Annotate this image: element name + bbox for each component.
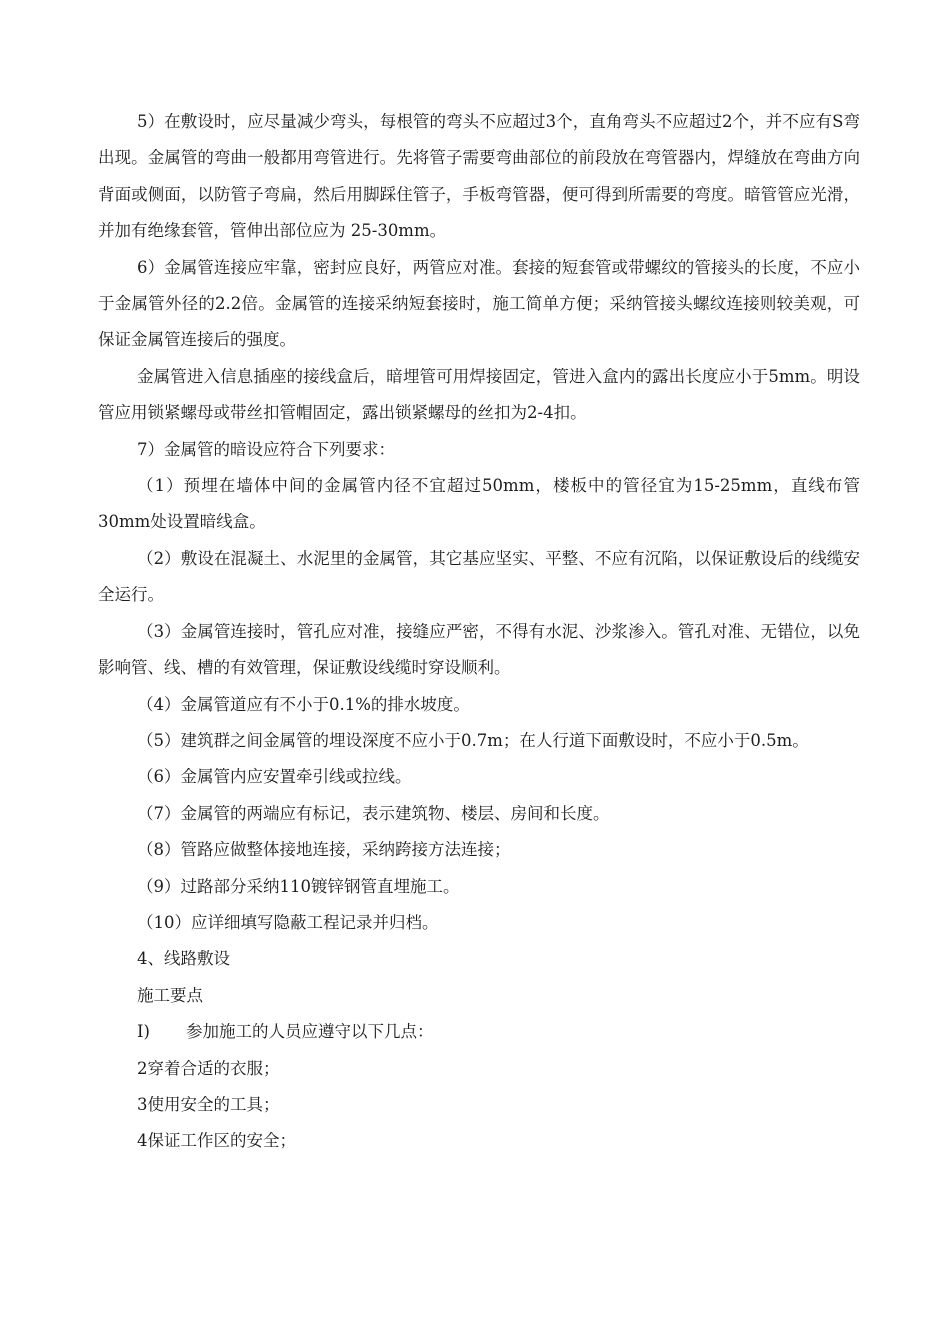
list-item-3: 3使用安全的工具； [137, 1094, 280, 1114]
requirement-3: （3）金属管连接时，管孔应对准，接缝应严密，不得有水泥、沙浆渗入。管孔对准、无错位，以免影响管、线、槽的有效管理，保证敷设线缆时穿设顺利。 [98, 621, 860, 678]
requirement-2: （2）敷设在混凝土、水泥里的金属管，其它基应坚实、平整、不应有沉陷，以保证敷设后的线缆安全运行。 [98, 548, 860, 605]
requirement-10: （10）应详细填写隐蔽工程记录并归档。 [137, 912, 439, 932]
paragraph-5-bending: 5）在敷设时，应尽量减少弯头，每根管的弯头不应超过3个，直角弯头不应超过2个，并不应有S弯出现。金属管的弯曲一般都用弯管进行。先将管子需要弯曲部位的前段放在弯管器内，焊缝放在弯曲方向背面或侧面，以防管子弯扁，然后用脚踩住管子，手板弯管器，便可得到所需要的弯度。暗管管应光滑，并加有绝缘套管，管伸出部位应为 25-30mm。 [98, 112, 860, 241]
requirement-8: （8）管路应做整体接地连接，采纳跨接方法连接； [137, 840, 511, 860]
requirement-9: （9）过路部分采纳110镀锌钢管直埋施工。 [137, 876, 460, 896]
list-item-4: 4保证工作区的安全； [137, 1131, 296, 1151]
section-heading-line-laying: 4、线路敷设 [137, 949, 230, 969]
list-item-1-text: 参加施工的人员应遵守以下几点： [185, 1022, 434, 1042]
list-item-1 [98, 1014, 860, 1050]
paragraph-6-connection: 6）金属管连接应牢靠，密封应良好，两管应对准。套接的短套管或带螺纹的管接头的长度，不应小于金属管外径的2.2倍。金属管的连接采纳短套接时，施工简单方便；采纳管接头螺纹连接则较美观，可保证金属管连接后的强度。 [98, 257, 860, 350]
requirement-5: （5）建筑群之间金属管的埋设深度不应小于0.7m；在人行道下面敷设时，不应小于0.5m。 [137, 730, 809, 750]
document-body [98, 104, 860, 1160]
paragraph-7-heading: 7）金属管的暗设应符合下列要求： [137, 439, 395, 459]
subheading-construction-points: 施工要点 [137, 985, 203, 1005]
requirement-6: （6）金属管内应安置牵引线或拉线。 [137, 767, 412, 787]
requirement-4: （4）金属管道应有不小于0.1%的排水坡度。 [137, 694, 470, 714]
paragraph-junction-box: 金属管进入信息插座的接线盒后，暗埋管可用焊接固定，管进入盒内的露出长度应小于5mm。明设管应用锁紧螺母或带丝扣管帽固定，露出锁紧螺母的丝扣为2-4扣。 [98, 366, 860, 423]
requirement-1: （1）预埋在墙体中间的金属管内径不宜超过50mm，楼板中的管径宜为15-25mm，直线布管30mm处设置暗线盒。 [98, 476, 860, 532]
list-item-2: 2穿着合适的衣服； [137, 1058, 280, 1078]
list-item-1-number: I) [137, 1022, 150, 1042]
requirement-7: （7）金属管的两端应有标记，表示建筑物、楼层、房间和长度。 [137, 803, 610, 823]
